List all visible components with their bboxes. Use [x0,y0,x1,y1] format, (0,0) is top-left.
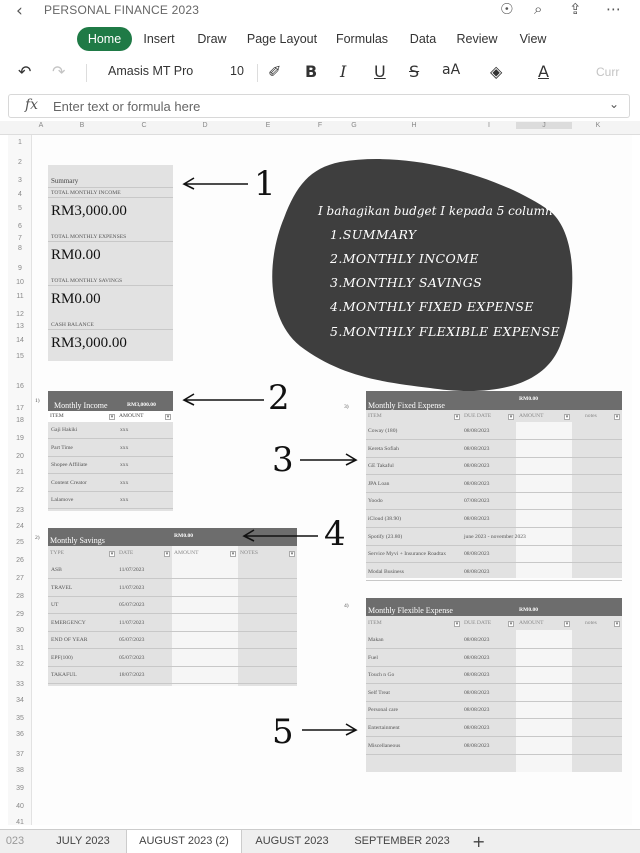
add-sheet-button[interactable]: + [472,832,486,851]
savings-row-date[interactable]: 05/07/2023 [119,602,145,608]
row-divider [48,666,297,667]
expenses-value[interactable]: RM0.00 [51,247,101,263]
sheet-tabs [0,829,640,853]
filter-icon[interactable]: ▾ [565,621,569,627]
annotation-number-4: 4 [324,514,346,554]
savings-row-type[interactable]: UT [51,602,59,608]
row-divider [48,491,173,492]
filter-icon[interactable]: ▾ [165,551,169,557]
row-divider [366,736,622,737]
row-header[interactable]: 11 [16,293,24,300]
flexible-total: RM0.00 [519,607,539,613]
expenses-label: TOTAL MONTHLY EXPENSES [51,234,127,240]
filter-icon[interactable]: ▾ [509,414,513,420]
income-row-item[interactable]: Content Creator [51,479,87,486]
row-divider [366,509,622,510]
row-divider [48,596,297,597]
savings-row-date[interactable]: 11/07/2023 [119,619,145,626]
column-header[interactable]: F [317,122,323,129]
fx-icon: fx [25,97,39,113]
row-header[interactable]: 29 [16,611,24,618]
flexible-row-date[interactable]: 08/08/2023 [464,672,490,679]
row-header[interactable]: 15 [16,353,24,360]
row-header[interactable]: 31 [16,645,24,652]
annotation-item-flexible: 5.MONTHLY FLEXIBLE EXPENSE [330,324,560,339]
income-row-item[interactable]: Part Time [51,444,73,451]
row-header[interactable]: 27 [16,575,24,582]
filter-icon[interactable]: ▾ [231,551,235,557]
row-header[interactable]: 30 [16,627,24,634]
row-headers [8,135,32,825]
flexible-row-date[interactable]: 08/08/2023 [464,637,490,643]
income-title: Monthly Income [54,401,108,410]
flexible-row-date[interactable]: 08/08/2023 [464,742,490,749]
fixed-row-date[interactable]: 08/08/2023 [464,568,490,575]
filter-icon[interactable]: ▾ [615,414,619,420]
row-divider [48,613,297,614]
strikethrough-button[interactable]: S [409,62,420,81]
fixed-row-item[interactable]: iCloud (38.90) [368,516,401,522]
tab-data[interactable]: Data [409,32,437,46]
tab-insert[interactable]: Insert [143,32,175,46]
row-header[interactable]: 1 [18,139,22,146]
row-header[interactable]: 19 [16,435,24,442]
row-divider [366,683,622,684]
tab-home[interactable]: Home [77,27,132,51]
title-bar [0,0,640,20]
tab-draw[interactable]: Draw [197,32,227,46]
annotation-item-summary: 1.SUMMARY [330,227,417,242]
font-size-select[interactable]: 10 [230,64,244,78]
row-divider [48,438,173,439]
savings-row-date[interactable]: 05/07/2023 [119,654,145,661]
flexible-row-date[interactable]: 08/08/2023 [464,725,490,731]
column-header[interactable]: C [141,122,147,129]
fixed-row-date[interactable]: june 2023 - november 2023 [464,533,526,540]
row-header[interactable]: 3 [18,177,22,184]
search-icon[interactable]: ⌕ [534,0,543,18]
savings-value[interactable]: RM0.00 [51,291,101,307]
row-divider [366,718,622,719]
income-row-item[interactable]: Lalamove [51,497,74,503]
cash-value[interactable]: RM3,000.00 [51,335,127,351]
toolbar-divider [257,64,258,82]
row-header[interactable]: 12 [16,311,24,318]
row-divider [48,578,297,579]
income-table-body [48,411,173,511]
row-header[interactable]: 33 [16,681,24,688]
column-header[interactable]: D [202,122,208,129]
savings-row-type[interactable]: EMERGENCY [51,619,86,626]
row-header[interactable]: 13 [16,323,24,330]
fixed-row-item[interactable]: JPA Loan [368,480,390,487]
savings-title: Monthly Savings [50,536,105,545]
income-row-amount[interactable]: xxx [120,479,129,486]
filter-icon[interactable]: ▾ [615,621,619,627]
column-header[interactable]: B [79,122,85,129]
col-amount: AMOUNT [519,413,544,419]
fixed-row-item[interactable]: Coway (180) [368,428,398,434]
font-name-select[interactable]: Amasis MT Pro [108,64,194,78]
row-header[interactable]: 6 [18,223,22,230]
income-row-amount[interactable]: xxx [120,497,129,503]
row-divider [366,492,622,493]
summary-title: Summary [51,177,79,185]
divider [48,285,173,286]
row-divider [366,562,622,563]
fixed-title: Monthly Fixed Expense [368,401,445,410]
row-divider [366,474,622,475]
font-color-icon[interactable]: A [538,62,549,81]
column-header[interactable]: I [488,122,490,129]
filter-icon[interactable]: ▾ [565,414,569,420]
column-header[interactable]: K [595,122,601,129]
annotation-number-1: 1 [254,164,276,204]
section-marker: 4) [344,603,349,609]
arrow-annotation-2 [180,392,266,408]
row-divider [48,631,297,632]
row-header[interactable]: 32 [16,661,24,668]
row-header[interactable]: 39 [16,785,24,792]
income-value[interactable]: RM3,000.00 [51,203,127,219]
row-divider [48,648,297,649]
arrow-annotation-1 [180,176,250,192]
sheet-tab[interactable]: SEPTEMBER 2023 [354,835,450,847]
fixed-total: RM0.00 [519,396,539,402]
fixed-row-date[interactable]: 07/08/2023 [464,498,490,505]
flexible-row-item[interactable]: Miscellaneous [368,742,401,749]
savings-label: TOTAL MONTHLY SAVINGS [51,278,123,284]
savings-row-date[interactable]: 05/07/2023 [119,637,145,643]
row-divider [366,701,622,702]
annotation-item-fixed: 4.MONTHLY FIXED EXPENSE [330,299,534,314]
filter-icon[interactable]: ▾ [455,414,459,420]
fixed-row-item[interactable]: GE Takaful [368,463,394,470]
row-header[interactable]: 10 [16,279,24,286]
divider [48,187,173,188]
column-header[interactable]: E [265,122,271,129]
col-notes: NOTES [240,550,259,556]
row-divider [366,666,622,667]
flexible-row-item[interactable]: Makan [368,637,384,643]
savings-row-date[interactable]: 11/07/2023 [119,567,145,573]
savings-row-type[interactable]: TRAVEL [51,584,73,591]
col-due-date: DUE DATE [464,413,492,419]
sheet-tab-partial[interactable]: 023 [5,835,25,847]
flexible-row-item[interactable]: Personal care [368,707,398,714]
fixed-row-date[interactable]: 08/08/2023 [464,516,490,522]
annotation-number-5: 5 [272,712,294,752]
savings-row-type[interactable]: END OF YEAR [51,637,88,643]
arrow-annotation-4 [240,528,320,544]
column-header-selected[interactable]: J [516,122,572,129]
flexible-row-date[interactable]: 08/08/2023 [464,707,490,714]
fixed-row-date[interactable]: 08/08/2023 [464,428,490,434]
row-header[interactable]: 24 [16,523,24,530]
savings-row-type[interactable]: EPF(100) [51,654,73,661]
column-header[interactable]: H [411,122,417,129]
annotation-item-savings: 3.MONTHLY SAVINGS [330,275,483,290]
row-divider [366,545,622,546]
section-marker: 1) [35,398,40,404]
cash-label: CASH BALANCE [51,322,94,328]
row-divider [48,683,297,684]
arrow-annotation-3 [298,452,360,468]
toolbar-divider [86,64,87,82]
share-icon[interactable]: ⇪ [569,0,582,18]
income-row-item[interactable]: Shopee Affiliate [51,462,88,468]
italic-button[interactable]: I [340,62,347,81]
annotation-number-3: 3 [272,440,294,480]
col-item: ITEM [50,413,64,419]
fill-color-icon[interactable]: ◈ [490,62,503,81]
divider [48,329,173,330]
row-header[interactable]: 38 [16,767,24,774]
savings-row-date[interactable]: 11/07/2023 [119,584,145,591]
row-divider [366,580,622,581]
annotation-item-income: 2.MONTHLY INCOME [330,251,479,266]
sheet-tab-active[interactable]: AUGUST 2023 (2) [126,830,242,853]
document-title: PERSONAL FINANCE 2023 [44,3,200,17]
section-marker: 2) [35,535,40,541]
row-header[interactable]: 25 [16,539,24,546]
col-amount: AMOUNT [119,413,144,419]
more-icon[interactable]: ⋯ [606,0,621,18]
tab-view[interactable]: View [519,32,547,46]
row-header[interactable]: 34 [16,697,24,704]
lightbulb-icon[interactable]: ☉ [500,0,514,18]
filter-icon[interactable]: ▾ [110,414,114,420]
flexible-row-item[interactable]: Touch n Go [368,672,395,679]
row-header[interactable]: 14 [16,337,24,344]
formatting-toolbar [0,56,640,90]
col-due-date: DUE DATE [464,620,492,626]
fixed-row-date[interactable]: 08/08/2023 [464,445,490,452]
row-header[interactable]: 40 [16,803,24,810]
fixed-row-item[interactable]: Spotify (23.80) [368,533,403,540]
divider [48,241,173,242]
ribbon-tabs [0,24,640,54]
flexible-row-item[interactable]: Self Treat [368,689,390,696]
col-date: DATE [119,550,134,556]
flexible-title: Monthly Flexible Expense [368,606,453,615]
undo-icon[interactable]: ↶ [18,62,32,81]
sheet-tab[interactable]: AUGUST 2023 [255,835,329,847]
text-size-button[interactable]: aA [442,62,461,78]
row-header[interactable]: 2 [18,159,22,166]
column-headers [0,121,640,135]
row-header[interactable]: 20 [16,453,24,460]
fixed-row-item[interactable]: Kereta Sofiah [368,445,399,452]
row-header[interactable]: 37 [16,751,24,758]
filter-icon[interactable]: ▾ [455,621,459,627]
tab-formulas[interactable]: Formulas [335,32,389,46]
fixed-row-date[interactable]: 08/08/2023 [464,480,490,487]
row-header[interactable]: 4 [18,191,22,198]
filter-icon[interactable]: ▾ [509,621,513,627]
chevron-down-icon[interactable]: ⌄ [608,97,619,111]
savings-row-type[interactable]: ASB [51,567,62,573]
row-header[interactable]: 5 [18,205,22,212]
format-painter-icon[interactable]: ✐ [268,62,282,81]
row-divider [366,527,622,528]
row-header[interactable]: 7 [18,235,22,242]
row-divider [48,508,173,509]
fixed-row-date[interactable]: 08/08/2023 [464,551,490,558]
income-row-item[interactable]: Gaji Hakiki [51,427,78,433]
arrow-annotation-5 [300,722,360,738]
row-header[interactable]: 35 [16,715,24,722]
divider [48,197,173,198]
row-header[interactable]: 23 [16,507,24,514]
currency-format-button[interactable]: Curr [596,65,620,79]
row-divider [366,457,622,458]
row-header[interactable]: 9 [18,265,22,272]
col-notes: notes [585,413,597,419]
savings-row-date[interactable]: 18/07/2023 [119,672,145,678]
filter-icon[interactable]: ▾ [290,551,294,557]
row-header[interactable]: 16 [16,383,24,390]
col-item: ITEM [368,620,382,626]
row-divider [48,473,173,474]
col-amount: AMOUNT [519,620,544,626]
row-header[interactable]: 17 [16,405,24,412]
flexible-row-item[interactable]: Entertainment [368,725,400,731]
row-header[interactable]: 22 [16,487,24,494]
income-label: TOTAL MONTHLY INCOME [51,190,121,196]
annotation-number-2: 2 [268,378,290,418]
col-item: ITEM [368,413,382,419]
annotation-heading: I bahagikan budget I kepada 5 column [318,204,553,218]
income-row-amount[interactable]: xxx [120,444,129,451]
col-type: TYPE [50,550,64,556]
row-header[interactable]: 28 [16,593,24,600]
row-header[interactable]: 36 [16,731,24,738]
row-header[interactable]: 18 [16,417,24,424]
underline-button[interactable]: U [374,62,386,81]
row-header[interactable]: 26 [16,557,24,564]
back-icon[interactable]: ‹ [16,1,23,21]
income-row-amount[interactable]: xxx [120,462,129,468]
filter-icon[interactable]: ▾ [110,551,114,557]
row-header[interactable]: 21 [16,469,24,476]
col-amount: AMOUNT [174,550,199,556]
column-header[interactable]: A [38,122,44,129]
formula-bar[interactable] [8,94,630,118]
income-total: RM3,000.00 [127,402,156,408]
sheet-tab[interactable]: JULY 2023 [56,835,110,847]
income-row-amount[interactable]: xxx [120,427,129,433]
savings-row-type[interactable]: TAKAFUL [51,672,77,678]
fixed-row-item[interactable]: Modal Business [368,568,404,575]
column-header[interactable]: G [351,122,357,129]
fixed-row-item[interactable]: Service Myvi + Insurance Roadtax [368,551,447,558]
row-header[interactable]: 41 [16,819,24,826]
flexible-table-body [366,616,622,772]
flexible-row-date[interactable]: 08/08/2023 [464,689,490,696]
flexible-row-item[interactable]: Fuel [368,654,378,661]
tab-review[interactable]: Review [456,32,498,46]
section-marker: 3) [344,404,349,410]
filter-icon[interactable]: ▾ [166,414,170,420]
fixed-row-date[interactable]: 08/08/2023 [464,463,490,470]
col-notes: notes [585,620,597,626]
row-divider [366,439,622,440]
fixed-row-item[interactable]: Yoodo [368,498,383,505]
row-divider [366,754,622,755]
row-header[interactable]: 8 [18,245,22,252]
tab-page-layout[interactable]: Page Layout [246,32,318,46]
fixed-amount-column [516,422,572,578]
row-divider [48,456,173,457]
bold-button[interactable]: B [305,62,318,81]
savings-total: RM0.00 [174,533,194,539]
redo-icon[interactable]: ↷ [52,62,66,81]
formula-input[interactable]: Enter text or formula here [53,99,201,114]
row-divider [366,648,622,649]
flexible-row-date[interactable]: 08/08/2023 [464,654,490,661]
